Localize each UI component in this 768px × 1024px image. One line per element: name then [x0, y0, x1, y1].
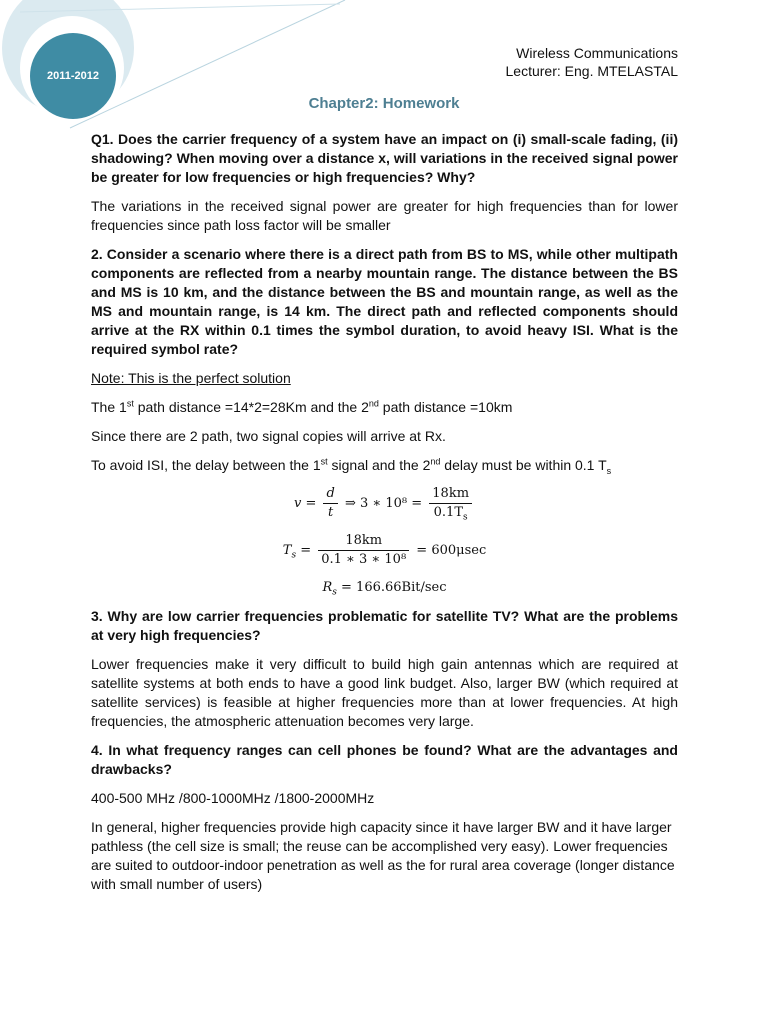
lecturer-name: Lecturer: Eng. MTELASTAL: [505, 63, 678, 79]
answer-2-line-3: To avoid ISI, the delay between the 1st signal and the 2nd delay must be within 0.1 $T_s$: [91, 456, 612, 476]
equation-symbol-rate: $R_s = 166.66Bit/\sec$: [322, 580, 447, 598]
year-label: 2011-2012: [47, 70, 99, 82]
equation-symbol-time: $T_s$ = $\frac{18km}{\text{0.1 ∗ 3 ∗ 10⁸}}$ = 600μsec: [282, 533, 487, 567]
question-1: Q1. Does the carrier frequency of a system have an impact on (i) small-scale fading, (ii) shadowing? When moving over a distance x, will variations in the received signal power be greater for low frequencies or high frequencies? Why?: [91, 131, 678, 185]
answer-3: Lower frequencies make it very difficult to build high gain antennas which are required at satellite systems at both ends to have a good link budget. Also, larger BW (which required at satellite services) is feasible at higher frequencies more than at lower frequencies. At high frequencies, the atmospheric attenuation becomes very large.: [91, 656, 678, 729]
course-name: Wireless Communications: [516, 45, 678, 61]
equation-velocity: v = $\frac{d}{t}$ ⇒ 3 ∗ 10⁸ = $\frac{18km}{0.1T_s}$: [91, 485, 678, 522]
answer-2-line-1: The 1st path distance =14*2=28Km and the 2nd path distance =10km: [91, 398, 513, 415]
answer-4: In general, higher frequencies provide high capacity since it have larger BW and it have larger pathless (the cell size is small; the reuse can be accomplished very easy). Lower frequencies are suited to outdoor-indoor penetration as well as the for rural area coverage (longer distance with small number of users): [91, 819, 675, 892]
answer-2-line-2: Since there are 2 path, two signal copies will arrive at Rx.: [91, 428, 446, 444]
frequency-ranges: 400-500 MHz /800-1000MHz /1800-2000MHz: [91, 790, 375, 806]
document-header: [506, 44, 678, 80]
document-body: [91, 130, 678, 904]
question-4: 4. In what frequency ranges can cell phones be found? What are the advantages and drawbacks?: [91, 742, 678, 777]
answer-1: The variations in the received signal power are greater for high frequencies than for lower frequencies since path loss factor will be smaller: [91, 198, 678, 233]
page-title: Chapter2: Homework: [308, 95, 460, 112]
question-3: 3. Why are low carrier frequencies problematic for satellite TV? What are the problems at very high frequencies?: [91, 608, 678, 643]
question-2: 2. Consider a scenario where there is a direct path from BS to MS, while other multipath components are reflected from a nearby mountain range. The distance between the BS and MS is 10 km, and the distance between the BS and mountain range, as well as the MS and mountain range, is 14 km. The direct path and reflected components should arrive at the RX within 0.1 times the symbol duration, to avoid heavy ISI. What is the required symbol rate?: [91, 246, 678, 357]
solution-note: Note: This is the perfect solution: [91, 370, 291, 386]
